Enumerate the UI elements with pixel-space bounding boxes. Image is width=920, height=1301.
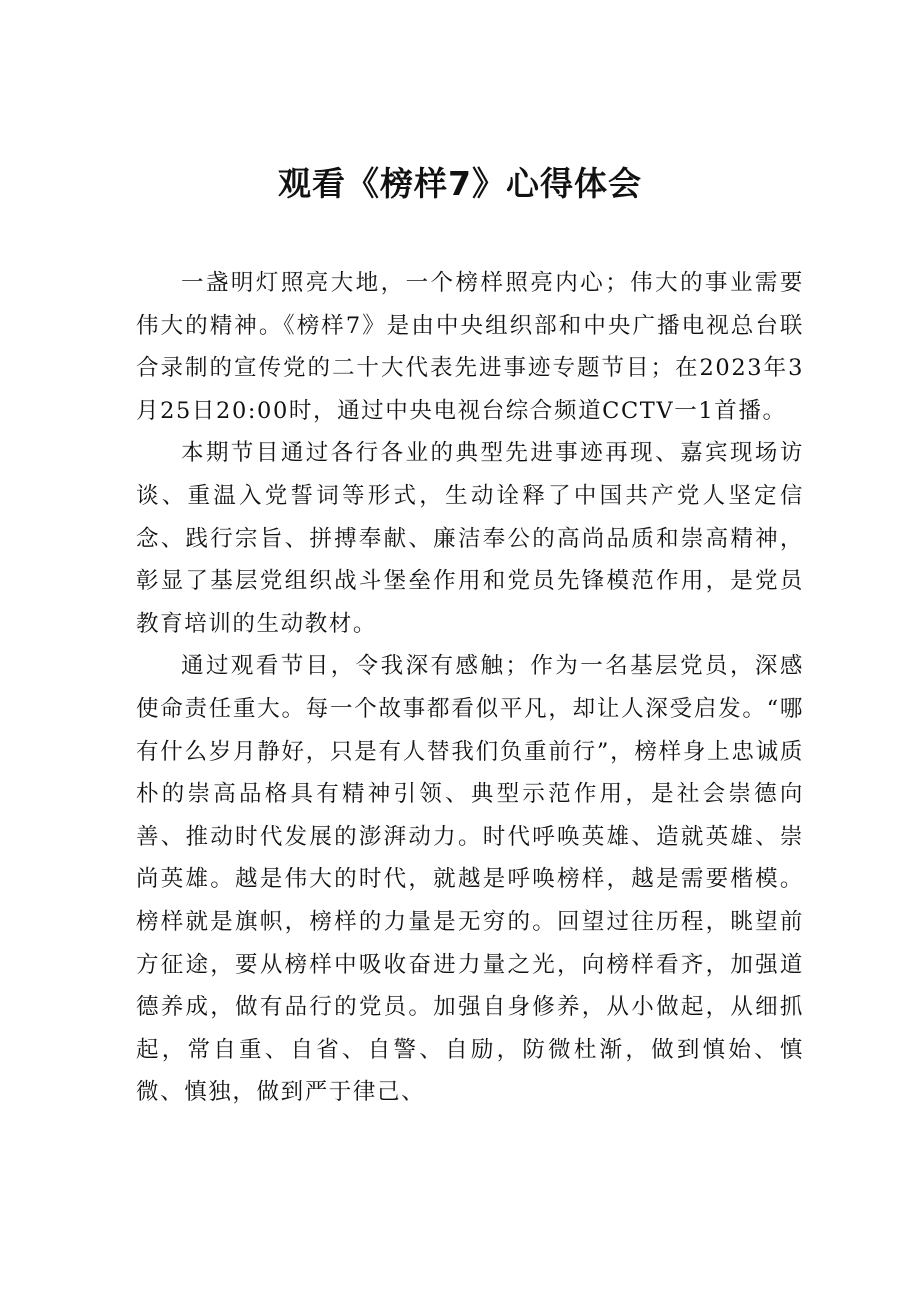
- paragraph-1: 一盏明灯照亮大地，一个榜样照亮内心；伟大的事业需要伟大的精神。《榜样7》是由中央组织部和中央广播电视总台联合录制的宣传党的二十大代表先进事迹专题节目；在2023年3月25日20:00时，通过中央电视台综合频道CCTV一1首播。: [136, 270, 804, 424]
- paragraph-2: 本期节目通过各行各业的典型先进事迹再现、嘉宾现场访谈、重温入党誓词等形式，生动诠释了中国共产党人坚定信念、践行宗旨、拼搏奉献、廉洁奉公的高尚品质和崇高精神，彰显了基层党组织战斗堡垒作用和党员先锋模范作用，是党员教育培训的生动教材。: [136, 440, 804, 637]
- paragraph-3: 通过观看节目，令我深有感触；作为一名基层党员，深感使命责任重大。每一个故事都看似平凡，却让人深受启发。“哪有什么岁月静好，只是有人替我们负重前行”，榜样身上忠诚质朴的崇高品格具有精神引领、典型示范作用，是社会崇德向善、推动时代发展的澎湃动力。时代呼唤英雄、造就英雄、崇尚英雄。越是伟大的时代，就越是呼唤榜样，越是需要楷模。榜样就是旗帜，榜样的力量是无穷的。回望过往历程，眺望前方征途，要从榜样中吸收奋进力量之光，向榜样看齐，加强道德养成，做有品行的党员。加强自身修养，从小做起，从细抓起，常自重、自省、自警、自励，防微杜渐，做到慎始、慎微、慎独，做到严于律己、: [136, 653, 804, 1106]
- document-body: [136, 262, 804, 1114]
- document-title: 观看《榜样7》心得体会: [278, 164, 642, 203]
